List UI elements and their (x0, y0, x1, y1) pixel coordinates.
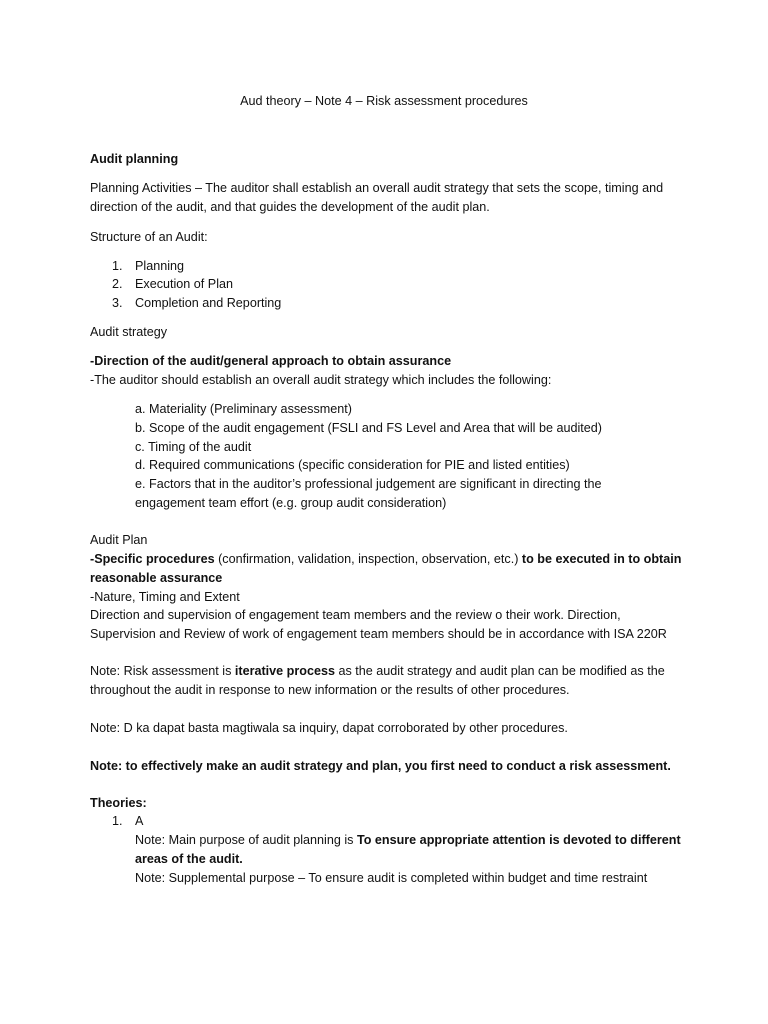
list-item: b. Scope of the audit engagement (FSLI and FS Level and Area that will be audited) (135, 421, 602, 435)
theory-main-purpose-line-2: areas of the audit. (135, 852, 243, 866)
direction-line-1: Direction and supervision of engagement team members and the review o their work. Direction, (90, 608, 621, 622)
list-number: 3. (112, 296, 123, 310)
note-iterative-prefix: Note: Risk assessment is (90, 664, 235, 678)
planning-activities-line-1: Planning Activities – The auditor shall establish an overall audit strategy that sets the scope, timing and (90, 181, 664, 195)
list-item: a. Materiality (Preliminary assessment) (135, 402, 352, 416)
list-item: Execution of Plan (135, 277, 234, 291)
list-item: engagement team effort (e.g. group audit consideration) (135, 496, 447, 510)
list-item: c. Timing of the audit (135, 440, 252, 454)
note-inquiry: Note: D ka dapat basta magtiwala sa inquiry, dapat corroborated by other procedures. (90, 721, 568, 735)
list-item: d. Required communications (specific consideration for PIE and listed entities) (135, 458, 570, 472)
theories-heading: Theories: (90, 796, 147, 810)
planning-activities-line-2: direction of the audit, and that guides the development of the audit plan. (90, 200, 490, 214)
list-number: 2. (112, 277, 123, 291)
structure-heading: Structure of an Audit: (90, 230, 208, 244)
note-iterative-bold: iterative process (234, 664, 335, 678)
procedures-examples: (confirmation, validation, inspection, observation, etc.) (214, 552, 522, 566)
audit-strategy-heading: Audit strategy (90, 325, 168, 339)
main-purpose-bold: To ensure appropriate attention is devoted to different (356, 833, 681, 847)
list-item: Planning (135, 259, 185, 273)
direction-line-2: Supervision and Review of work of engagement team members should be in accordance with ISA 220R (90, 627, 667, 641)
note-iterative-line-2: throughout the audit in response to new information or the results of other procedures. (90, 683, 570, 697)
list-number: 1. (112, 814, 123, 828)
theory-main-purpose-line-1 (135, 831, 681, 850)
note-iterative-suffix: as the audit strategy and audit plan can be modified as the (334, 664, 665, 678)
audit-plan-heading: Audit Plan (90, 533, 148, 547)
strategy-direction: -Direction of the audit/general approach to obtain assurance (90, 354, 452, 368)
document-title: Aud theory – Note 4 – Risk assessment procedures (240, 94, 528, 108)
list-item: Completion and Reporting (135, 296, 282, 310)
audit-planning-heading: Audit planning (90, 152, 179, 166)
audit-plan-line-1 (90, 550, 681, 569)
theory-answer: A (135, 814, 144, 828)
main-purpose-prefix: Note: Main purpose of audit planning is (135, 833, 357, 847)
list-number: 1. (112, 259, 123, 273)
list-item: e. Factors that in the auditor’s professional judgement are significant in directing the (135, 477, 602, 491)
audit-plan-line-2: reasonable assurance (90, 571, 223, 585)
strategy-intro: -The auditor should establish an overall audit strategy which includes the following: (90, 373, 552, 387)
procedures-purpose: to be executed in to obtain (521, 552, 682, 566)
note-effective: Note: to effectively make an audit strategy and plan, you first need to conduct a risk assessment. (90, 759, 671, 773)
theory-supplemental-purpose: Note: Supplemental purpose – To ensure audit is completed within budget and time restraint (135, 871, 648, 885)
nature-timing-extent: -Nature, Timing and Extent (90, 590, 240, 604)
note-iterative-line-1 (90, 662, 665, 681)
specific-procedures-label: -Specific procedures (90, 552, 215, 566)
